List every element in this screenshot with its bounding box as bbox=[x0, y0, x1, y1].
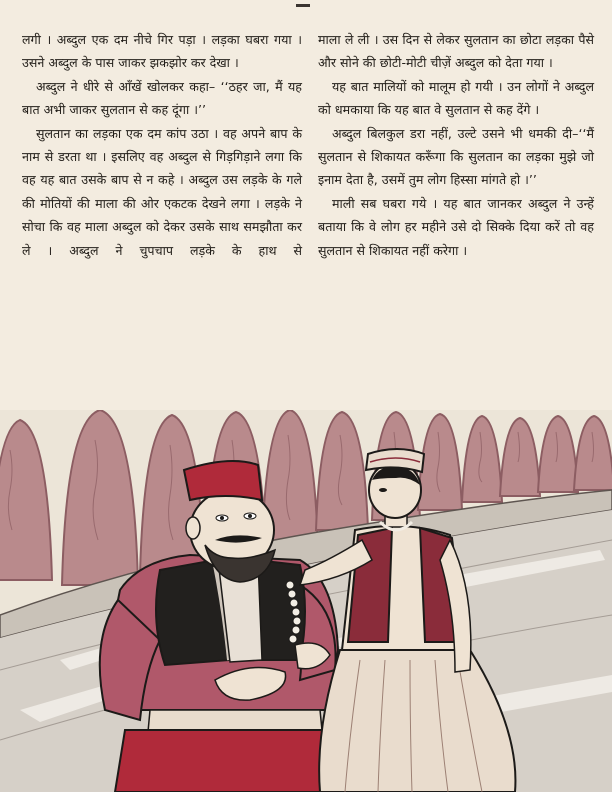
story-illustration bbox=[0, 410, 612, 792]
paragraph: लगी । अब्दुल एक दम नीचे गिर पड़ा । लड़का घबरा गया । उसने अब्दुल के पास जाकर झकझोर कर देखा । bbox=[22, 32, 302, 71]
paragraph: सुलतान का लड़का एक दम कांप उठा । वह अपने बाप के नाम से डरता था । इसलिए वह अब्दुल से गिड़गिड़ाने लगा कि वह यह बात उसके बाप से न कहे । अब्दुल उस लड़के के गले की मोतियों की माला की ओर एकटक देखने लगा । लड़के ने सोचा कि वह माला अब्दुल को देकर उसके साथ समझौता कर ले । अब्दुल ने चुपचाप लड़के के हाथ से bbox=[22, 125, 302, 258]
abdul-cap bbox=[184, 461, 262, 500]
page-mark bbox=[296, 4, 310, 7]
paragraph: माली सब घबरा गये । यह बात जानकर अब्दुल ने उन्हें बताया कि वे लोग हर महीने उसे दो सिक्के दिया करें तो वह सुलतान से शिकायत नहीं करेगा । bbox=[318, 195, 594, 258]
paragraph: अब्दुल बिलकुल डरा नहीं, उल्टे उसने भी धमकी दी–‘‘मैं सुलतान से शिकायत करूँगा कि सुलतान का लड़का मुझे जो इनाम देता है, उसमें तुम लोग हिस्सा मांगते हो ।’’ bbox=[318, 125, 594, 188]
story-text bbox=[22, 28, 594, 410]
paragraph: यह बात मालियों को मालूम हो गयी । उन लोगों ने अब्दुल को धमकाया कि यह बात वे सुलतान से कह देंगे । bbox=[318, 78, 594, 118]
paragraph: माला ले ली । उस दिन से लेकर सुलतान का छोटा लड़का पैसे और सोने की छोटी-मोटी चीज़ें अब्दुल को देता गया । bbox=[318, 32, 594, 71]
right-column bbox=[318, 28, 594, 410]
left-column bbox=[22, 28, 302, 410]
paragraph: अब्दुल ने धीरे से आँखें खोलकर कहा– ‘‘ठहर जा, मैं यह बात अभी जाकर सुलतान से कह दूंगा ।’’ bbox=[22, 78, 302, 118]
